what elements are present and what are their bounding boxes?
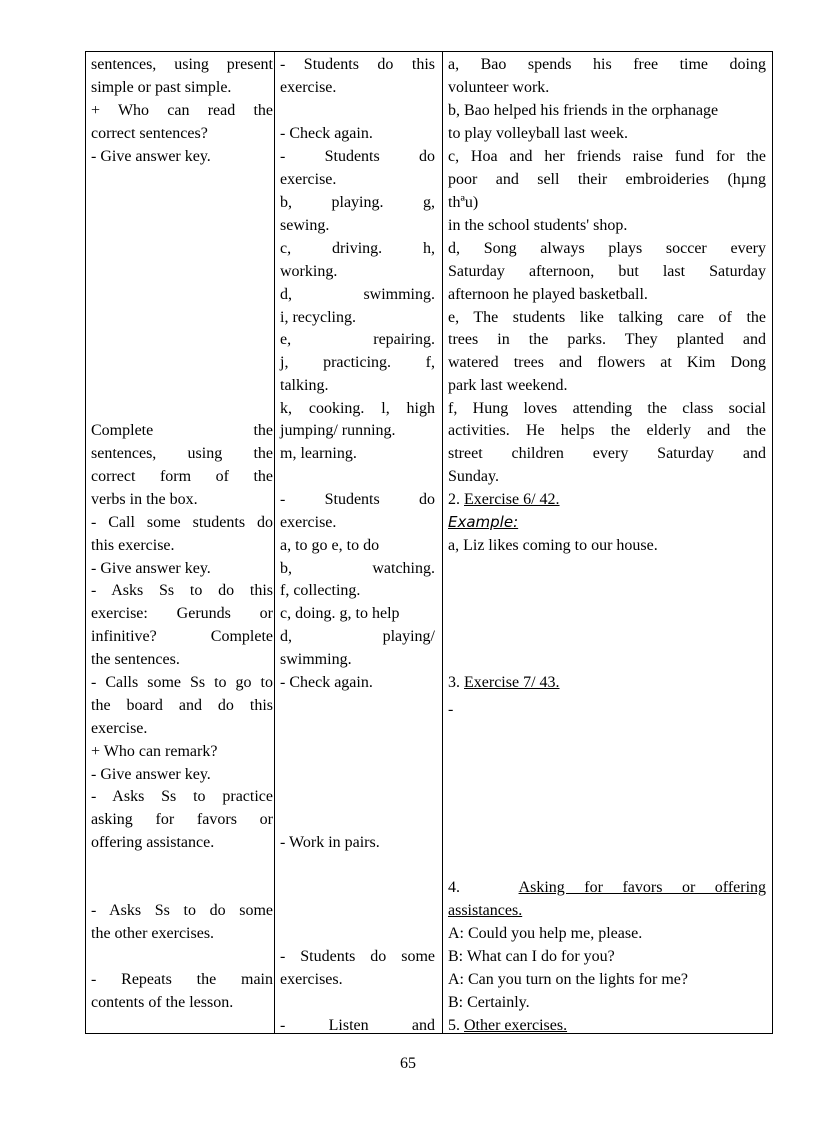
text-line: - Give answer key. — [91, 560, 211, 577]
dialog-line: B: What can I do for you? — [448, 948, 615, 965]
text-line: thªu) — [448, 194, 479, 211]
text-line: jumping/ running. — [280, 422, 396, 439]
text-line: a, Bao spends his free time doing — [448, 56, 766, 73]
dialog-line: A: Can you turn on the lights for me? — [448, 971, 688, 988]
text-line: - Students do — [280, 491, 435, 508]
text-line: offering assistance. — [91, 834, 215, 851]
text-line: infinitive? Complete — [91, 628, 273, 645]
text-line: afternoon he played basketball. — [448, 286, 648, 303]
text-line: Complete the — [91, 422, 273, 439]
text-line: f, collecting. — [280, 582, 361, 599]
text-line: simple or past simple. — [91, 79, 232, 96]
text-line: exercise. — [91, 720, 148, 737]
text-line: swimming. — [280, 651, 352, 668]
text-line: a, to go e, to do — [280, 537, 380, 554]
column-divider-2 — [442, 52, 443, 1033]
text-line: - Asks Ss to do this — [91, 582, 273, 599]
example-sentence: a, Liz likes coming to our house. — [448, 537, 658, 554]
dialog-line: B: Certainly. — [448, 994, 530, 1011]
exercise-3-dash: - — [448, 701, 454, 718]
text-line: correct form of the — [91, 468, 273, 485]
text-line: - Listen and — [280, 1017, 435, 1034]
exercise-4-heading-cont: assistances. — [448, 902, 523, 919]
text-line: to play volleyball last week. — [448, 125, 628, 142]
text-line: + Who can read the — [91, 102, 273, 119]
exercise-2-heading: 2. Exercise 6/ 42. — [448, 491, 560, 508]
text-line: - Asks Ss to practice — [91, 788, 273, 805]
text-line: - Check again. — [280, 674, 373, 691]
text-line: c, doing. g, to help — [280, 605, 400, 622]
text-line: b, watching. — [280, 560, 435, 577]
text-line: the other exercises. — [91, 925, 215, 942]
text-line: - Give answer key. — [91, 766, 211, 783]
text-line: park last weekend. — [448, 377, 568, 394]
text-line: Saturday afternoon, but last Saturday — [448, 263, 766, 280]
text-line: c, driving. h, — [280, 240, 435, 257]
text-line: - Calls some Ss to go to — [91, 674, 273, 691]
text-line: - Check again. — [280, 125, 373, 142]
text-line: d, swimming. — [280, 286, 435, 303]
example-label: Example: — [448, 513, 519, 531]
text-line: sewing. — [280, 217, 330, 234]
text-line: asking for favors or — [91, 811, 273, 828]
text-line: verbs in the box. — [91, 491, 198, 508]
text-line: e, repairing. — [280, 331, 435, 348]
text-line: c, Hoa and her friends raise fund for the — [448, 148, 766, 165]
text-line: exercise: Gerunds or — [91, 605, 273, 622]
text-line: the sentences. — [91, 651, 180, 668]
text-line: b, playing. g, — [280, 194, 435, 211]
text-line: trees in the parks. They planted and — [448, 331, 766, 348]
text-line: b, Bao helped his friends in the orphanage — [448, 102, 719, 119]
text-line: - Students do this — [280, 56, 435, 73]
text-line: correct sentences? — [91, 125, 208, 142]
lesson-table — [85, 51, 773, 1034]
text-line: k, cooking. l, high — [280, 400, 435, 417]
text-line: working. — [280, 263, 338, 280]
text-line: e, The students like talking care of the — [448, 309, 766, 326]
text-line: sentences, using the — [91, 445, 273, 462]
text-line: - Students do some — [280, 948, 435, 965]
text-line: in the school students' shop. — [448, 217, 628, 234]
text-line: exercise. — [280, 514, 337, 531]
text-line: street children every Saturday and — [448, 445, 766, 462]
text-line: d, Song always plays soccer every — [448, 240, 766, 257]
column-divider-1 — [274, 52, 275, 1033]
text-line: - Call some students do — [91, 514, 273, 531]
text-line: exercise. — [280, 79, 337, 96]
text-line: d, playing/ — [280, 628, 435, 645]
text-line: Sunday. — [448, 468, 499, 485]
text-line: - Students do — [280, 148, 435, 165]
text-line: volunteer work. — [448, 79, 550, 96]
text-line: this exercise. — [91, 537, 175, 554]
text-line: watered trees and flowers at Kim Dong — [448, 354, 766, 371]
exercise-3-heading: 3. Exercise 7/ 43. — [448, 674, 560, 691]
text-line: + Who can remark? — [91, 743, 218, 760]
text-line: - Work in pairs. — [280, 834, 380, 851]
text-line: - Give answer key. — [91, 148, 211, 165]
page-number: 65 — [400, 1055, 416, 1072]
text-line: m, learning. — [280, 445, 357, 462]
exercise-5-heading: 5. Other exercises. — [448, 1017, 568, 1034]
text-line: - Repeats the main — [91, 971, 273, 988]
text-line: contents of the lesson. — [91, 994, 234, 1011]
text-line: exercises. — [280, 971, 343, 988]
text-line: f, Hung loves attending the class social — [448, 400, 766, 417]
text-line: talking. — [280, 377, 329, 394]
exercise-4-heading: 4. Asking for favors or offering — [448, 879, 767, 896]
text-line: exercise. — [280, 171, 337, 188]
text-line: the board and do this — [91, 697, 273, 714]
dialog-line: A: Could you help me, please. — [448, 925, 643, 942]
text-line: j, practicing. f, — [280, 354, 435, 371]
text-line: poor and sell their embroideries (hµng — [448, 171, 766, 188]
text-line: - Asks Ss to do some — [91, 902, 273, 919]
text-line: sentences, using present — [91, 56, 273, 73]
text-line: activities. He helps the elderly and the — [448, 422, 766, 439]
text-line: i, recycling. — [280, 309, 356, 326]
